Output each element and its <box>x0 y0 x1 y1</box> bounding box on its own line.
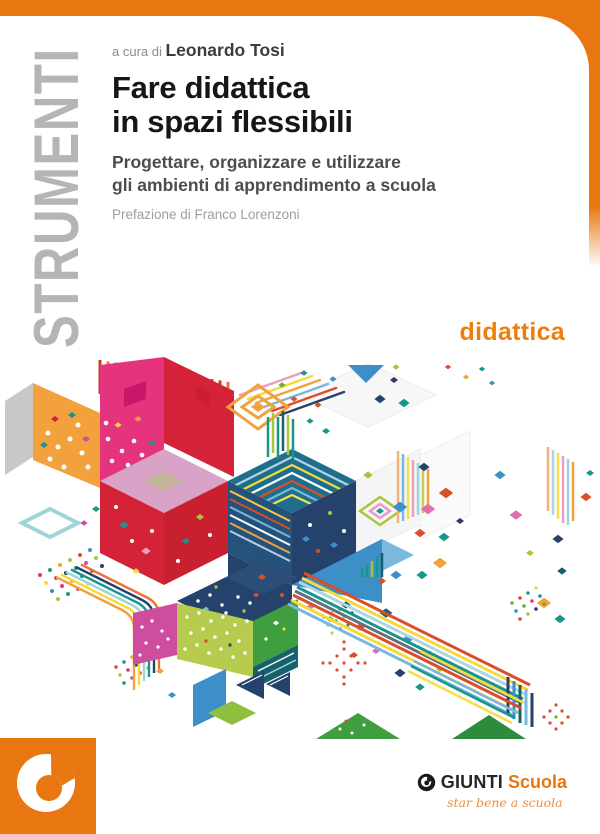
giunti-mark-icon <box>417 773 436 792</box>
series-label: STRUMENTI <box>22 47 92 348</box>
publisher-name: GIUNTI <box>440 772 503 792</box>
book-title <box>112 71 532 139</box>
publisher-imprint: Scuola <box>507 772 567 792</box>
publisher-row <box>417 772 567 793</box>
publisher-tagline: star bene a scuola <box>447 795 563 810</box>
curator-name: Leonardo Tosi <box>165 40 285 60</box>
preface-credit: Prefazione di Franco Lorenzoni <box>112 207 300 222</box>
title-line-2: in spazi flessibili <box>112 104 353 139</box>
collection-badge: didattica <box>459 318 565 346</box>
frame-rounded-corner <box>535 16 589 70</box>
book-subtitle <box>112 151 532 196</box>
curator-prefix: a cura di <box>112 44 166 59</box>
subtitle-line-2: gli ambienti di apprendimento a scuola <box>112 174 436 195</box>
publisher-lockup <box>417 772 567 810</box>
frame-top-bar <box>0 0 600 16</box>
title-line-1: Fare didattica <box>112 70 310 105</box>
subtitle-line-1: Progettare, organizzare e utilizzare <box>112 152 401 172</box>
frame-right-band <box>589 16 600 276</box>
giunti-logo-square <box>0 738 96 834</box>
giunti-swirl-icon <box>0 738 96 834</box>
header-text-block <box>112 40 532 222</box>
isometric-illustration <box>0 355 600 745</box>
curator-line <box>112 40 532 61</box>
